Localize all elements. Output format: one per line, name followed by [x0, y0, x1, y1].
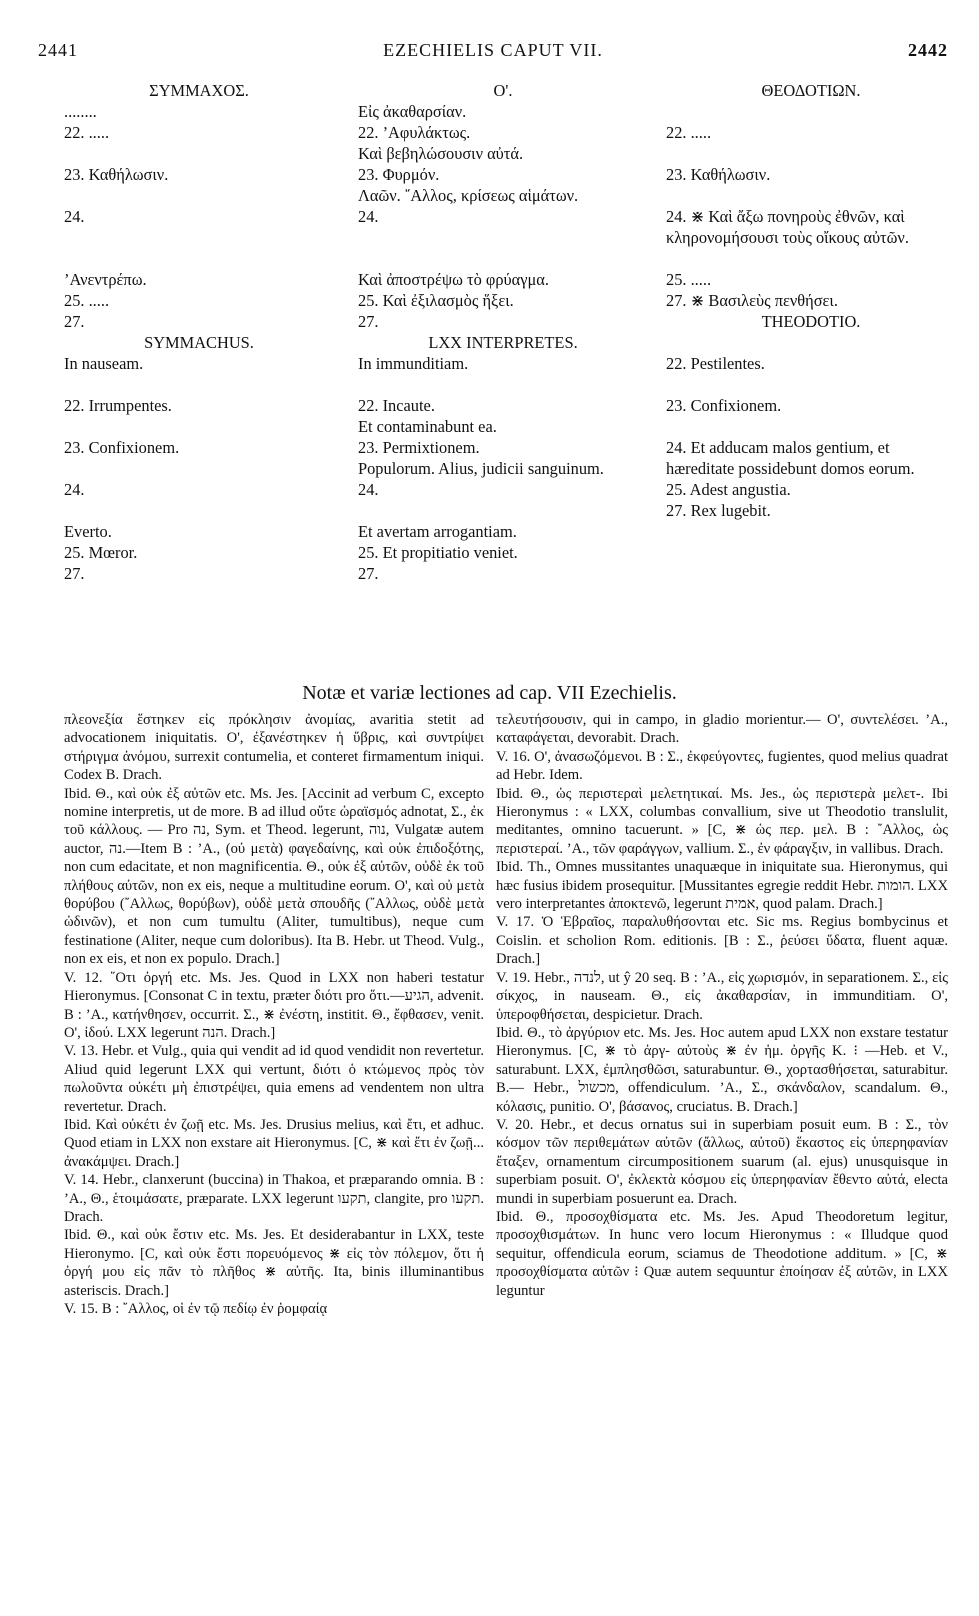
verse-line: 27. [358, 564, 379, 583]
note-paragraph: πλεονεξία ἕστηκεν εἰς πρόκλησιν ἀνομίας, avaritia stetit ad advocationem iniquitatis. Ο', ἐξανέστηκεν ἡ ὕβρις, καὶ συντρίψει στήριγμα ἀνόμου, surrexit contumelia, et conteret firmamentum iniqui. Codex B. Drach. [64, 712, 484, 784]
verse-line: Et avertam arrogantiam. [358, 522, 517, 541]
verse-line [666, 143, 956, 164]
verse-line: 23. Φυρμόν. [358, 165, 440, 184]
verse-line [666, 416, 956, 437]
verse-line [64, 416, 334, 437]
verse-line: 24. [64, 480, 85, 499]
symmachus-greek-title: ΣΥΜΜΑΧΟΣ. [149, 81, 249, 100]
verse-line: ........ [64, 102, 97, 121]
verse-line [64, 227, 334, 248]
verse-line: Καὶ ἀποστρέψω τὸ φρύαγμα. [358, 270, 549, 289]
lxx-greek-title: Ο'. [493, 81, 513, 100]
lxx-greek-lines [358, 101, 648, 332]
verse-line [666, 248, 956, 269]
verse-line: 24. [358, 207, 379, 226]
theodotion-latin-lines [666, 332, 956, 521]
verse-line [666, 185, 956, 206]
verse-line: 27. ⋇ Βασιλεὺς πενθήσει. [666, 291, 838, 310]
chapter-title: EZECHIELIS CAPUT VII. [383, 40, 603, 60]
verse-line: 24. [358, 480, 379, 499]
verse-line [64, 185, 334, 206]
note-paragraph: V. 13. Hebr. et Vulg., quia qui vendit ad id quod vendidit non revertetur. Aliud quid legerunt LXX qui vertunt, διότι ὁ κτώμενος πρὸς τὸν πωλοῦντα οὐκέτι μὴ ἐπιστρέψει, quia emens ad vendentem non ultra revertetur. Drach. [64, 1043, 484, 1115]
note-paragraph: Ibid. Th., Omnes mussitantes unaquæque in iniquitate sua. Hieronymus, qui hæc fusius ibidem prosequitur. [Mussitantes egregie reddit Hebr. הומות. LXX vero interpretantes ἀποκτενῶ, legerunt אמית, quod palam. Drach.] [496, 859, 948, 913]
verse-line: 25. ..... [666, 270, 712, 289]
verse-line: Everto. [64, 522, 112, 541]
verse-line: In immunditiam. [358, 354, 469, 373]
note-paragraph: Ibid. Θ., προσοχθίσματα etc. Ms. Jes. Apud Theodoretum legitur, προσοχθισμάτων. In hunc vero locum Hieronymus : « Illudque quod sequitur, offendicula eorum, sciamus de Theodotione additum. » [C, ⋇ προσοχθίσματα αὐτῶν ⁝ Quæ autem sequuntur ἐποίησαν ἐξ αὐτῶν, in LXX leguntur [496, 1208, 948, 1299]
verse-line: Εἰς ἀκαθαρσίαν. [358, 102, 467, 121]
verse-line [358, 500, 648, 521]
note-paragraph: V. 15. B : ῎Αλλος, οἱ ἐν τῷ πεδίῳ ἐν ῥομφαίᾳ [64, 1301, 328, 1317]
running-header [38, 40, 948, 64]
verse-line: In nauseam. [64, 354, 144, 373]
verse-line [64, 248, 334, 269]
symmachus-latin-title: SYMMACHUS. [144, 333, 254, 352]
note-paragraph: Ibid. Θ., καὶ οὐκ ἐξ αὐτῶν etc. Ms. Jes. [Accinit ad verbum C, excepto nomine interpretis, ut de more. B ad illud οὔτε ὡραϊσμός adnotat, Σ., ἐκ τοῦ κάλλους. — Pro נה, Sym. et Theod. legerunt, נוה, Vulgatæ autem auctor, נה.—Item B : ’Α., (οὐ μετὰ) φαγεδαίνης, καὶ οὐκ ἐπιδοξότης, non cum edacitate, et non magnificentia. Θ., οὐκ ἐξ αὐτῶν, οὐδὲ ἐκ τοῦ πλήθους αὐτῶν, non ex eis, neque a multitudine eorum. Ο', καὶ οὐ μετὰ θορύβου (῎Αλλως, θορύβων), οὐδὲ μετὰ σπουδῆς (῎Αλλως, οὐδὲ μετὰ ὠδινῶν), et non cum tumultu (Aliter, tumultibus), neque cum festinatione (Aliter, neque cum doloribus). Ita B. Hebr. ut Theod. Vulg., non ex eis, et non ex populo. Drach.] [64, 785, 485, 968]
note-paragraph: V. 16. Ο', ἀνασωζόμενοι. B : Σ., ἐκφεύγοντες, fugientes, quod melius quadrat ad Hebr. Idem. [496, 748, 948, 784]
note-paragraph: V. 17. Ὁ Ἑβραῖος, παραλυθήσονται etc. Sic ms. Regius bombycinus et Coislin. et scholion Rom. editionis. [B : Σ., ῥεύσει ὕδατα, fluent aquæ. Drach.] [496, 914, 948, 968]
verse-line: 27. Rex lugebit. [666, 501, 771, 520]
note-paragraph: V. 14. Hebr., clanxerunt (buccina) in Thakoa, et præparando omnia. B : ’Α., Θ., ἑτοιμάσατε, præparate. LXX legerunt תקעו, clangite, pro תקעו. Drach. [64, 1172, 484, 1225]
verse-line: 23. Confixionem. [666, 396, 782, 415]
column-lxx [358, 80, 648, 584]
verse-line [64, 458, 334, 479]
verse-line: 23. Καθήλωσιν. [64, 165, 169, 184]
verse-line: 25. ..... [64, 291, 110, 310]
note-paragraph: Ibid. Θ., καὶ οὐκ ἔστιν etc. Ms. Jes. Et desiderabantur in LXX, teste Hieronymo. [C, καὶ οὐκ ἔστι πορευόμενος ⋇ εἰς τὸν πόλεμον, ὅτι ἡ ὀργή μου εἰς πᾶν τὸ πλῆθος ⋇ αὐτῆς. Ita, binis illuminantibus asteriscis. Drach.] [64, 1227, 484, 1299]
verse-line [666, 101, 956, 122]
notes-left-column [64, 711, 484, 1318]
note-paragraph: V. 20. Hebr., et decus ornatus sui in superbiam posuit eum. B : Σ., τὸν κόσμον τῶν περιθεμάτων αὐτῶν (ἄλλως, αὐτοῦ) ἕκαστος εἰς ὑπερηφανίαν ἔταξεν, ornamentum circumpositionem suarum (al. ejus) unusquisque in superbiam posuit. Ο', ἐκλεκτὰ κόσμου εἰς ὑπερηφανίαν ἔθεντο αὐτά, electa mundi in superbiam posuerunt ea. Drach. [496, 1116, 948, 1207]
verse-line: 23. Καθήλωσιν. [666, 165, 771, 184]
verse-line [358, 374, 648, 395]
verse-line: 27. [64, 564, 85, 583]
verse-line [64, 500, 334, 521]
verse-line: 25. Καὶ ἐξιλασμὸς ἥξει. [358, 291, 514, 310]
verse-line: 25. Mœror. [64, 543, 138, 562]
verse-line: 24. ⋇ Καὶ ἄξω πονηροὺς ἐθνῶν, καὶ κληρονομήσουσι τοὺς οἴκους αὐτῶν. [666, 207, 909, 247]
column-symmachus [64, 80, 334, 584]
verse-line: 24. [64, 207, 85, 226]
verse-line: 23. Permixtionem. [358, 438, 480, 457]
note-paragraph: V. 19. Hebr., לנדה, ut ŷ 20 seq. B : ’Α., εἰς χωρισμόν, in separationem. Σ., εἰς σίκχος, in nauseam. Θ., εἰς ἀκαθαρσίαν, in immunditiam. Ο', ὑπεροφθήσεται, despicietur. Drach. [496, 969, 948, 1023]
lxx-latin-lines [358, 353, 648, 584]
note-paragraph: Ibid. Θ., τὸ ἀργύριον etc. Ms. Jes. Hoc autem apud LXX non exstare testatur Hieronymus. [C, ⋇ τὸ ἀργ- αὐτοὺς ⋇ ἐν ἡμ. ὀργῆς K. ⁝ —Heb. et V., saturabunt. LXX, ἐμπλησθῶσι, saturabuntur. Θ., χορτασθήσεται, saturabitur. B.— Hebr., מכשול, offendiculum. ’Α., Σ., σκάνδαλον, scandalum. Θ., κόλασις, punitio. Ο', βάσανος, cruciatus. B. Drach.] [496, 1024, 948, 1115]
notes-heading: Notæ et variæ lectiones ad cap. VII Ezechielis. [302, 682, 677, 704]
verse-line: 27. [64, 312, 85, 331]
page-number-right: 2442 [908, 40, 948, 60]
notes-right-column [496, 711, 948, 1300]
verse-line: 23. Confixionem. [64, 438, 180, 457]
symmachus-latin-lines [64, 353, 334, 584]
page-number-left: 2441 [38, 40, 78, 60]
note-paragraph: τελευτήσουσιν, qui in campo, in gladio morientur.— Ο', συντελέσει. ’Α., καταφάγεται, devorabit. Drach. [496, 712, 948, 747]
verse-line: Καὶ βεβηλώσουσιν αὐτά. [358, 144, 524, 163]
verse-line: 22. Pestilentes. [666, 354, 765, 373]
verse-line: 22. ’Αφυλάκτως. [358, 123, 471, 142]
note-paragraph: Ibid. Θ., ὡς περιστεραὶ μελετητικαί. Ms. Jes., ὡς περιστερὰ μελετ-. Ibi Hieronymus : « LXX, columbas convallium, sive ut Theodotio translulit, meditantes, omnino tacuerunt. » [C, ⋇ ὡς περ. μελ. B : ῎Αλλος, ὡς περιστεραί. ’Α., τῶν φαράγγων, vallium. Σ., ἐν φάραγξιν, in vallibus. Drach. [496, 785, 948, 857]
verse-line: 25. Et propitiatio veniet. [358, 543, 518, 562]
verse-line: Λαῶν. ῎Αλλος, κρίσεως αἱμάτων. [358, 186, 579, 205]
verse-line: 22. Incaute. [358, 396, 435, 415]
verse-line [666, 374, 956, 395]
verse-line: 27. [358, 312, 379, 331]
theodotion-latin-title: THEODOTIO. [761, 312, 861, 331]
verse-line [358, 248, 648, 269]
verse-line: 22. ..... [666, 123, 712, 142]
verse-line: ’Ανεντρέπω. [64, 270, 147, 289]
verse-line: Et contaminabunt ea. [358, 417, 497, 436]
verse-line [64, 143, 334, 164]
theodotion-greek-title: ΘΕΟΔΟΤΙΩΝ. [761, 81, 861, 100]
symmachus-greek-lines [64, 101, 334, 332]
note-paragraph: V. 12. ῞Οτι ὀργή etc. Ms. Jes. Quod in LXX non haberi testatur Hieronymus. [Consonat C in textu, præter διότι pro ὅτι.—הגיע, advenit. B : ’Α., κατήνθησεν, occurrit. Σ., ⋇ ἐνέστη, institit. Θ., ἔφθασεν, venit. Ο', ἰδού. LXX legerunt הנה. Drach.] [64, 969, 484, 1041]
verse-line [358, 227, 648, 248]
verse-line [666, 332, 956, 353]
verse-line: Populorum. Alius, judicii sanguinum. [358, 459, 604, 478]
theodotion-greek-lines [666, 101, 956, 311]
verse-line: 22. Irrumpentes. [64, 396, 172, 415]
verse-line: 24. Et adducam malos gentium, et hæreditate possidebunt domos eorum. [666, 438, 915, 478]
verse-line: 25. Adest angustia. [666, 480, 791, 499]
note-paragraph: Ibid. Καὶ οὐκέτι ἐν ζωῇ etc. Ms. Jes. Drusius melius, καὶ ἔτι, et adhuc. Quod etiam in LXX non exstare ait Hieronymus. [C, ⋇ καὶ ἔτι ἐν ζωῇ... ἀνακάμψει. Drach.] [64, 1116, 484, 1170]
column-theodotion [666, 80, 956, 521]
verse-line: 22. ..... [64, 123, 110, 142]
verse-line [64, 374, 334, 395]
lxx-latin-title: LXX INTERPRETES. [428, 333, 578, 352]
